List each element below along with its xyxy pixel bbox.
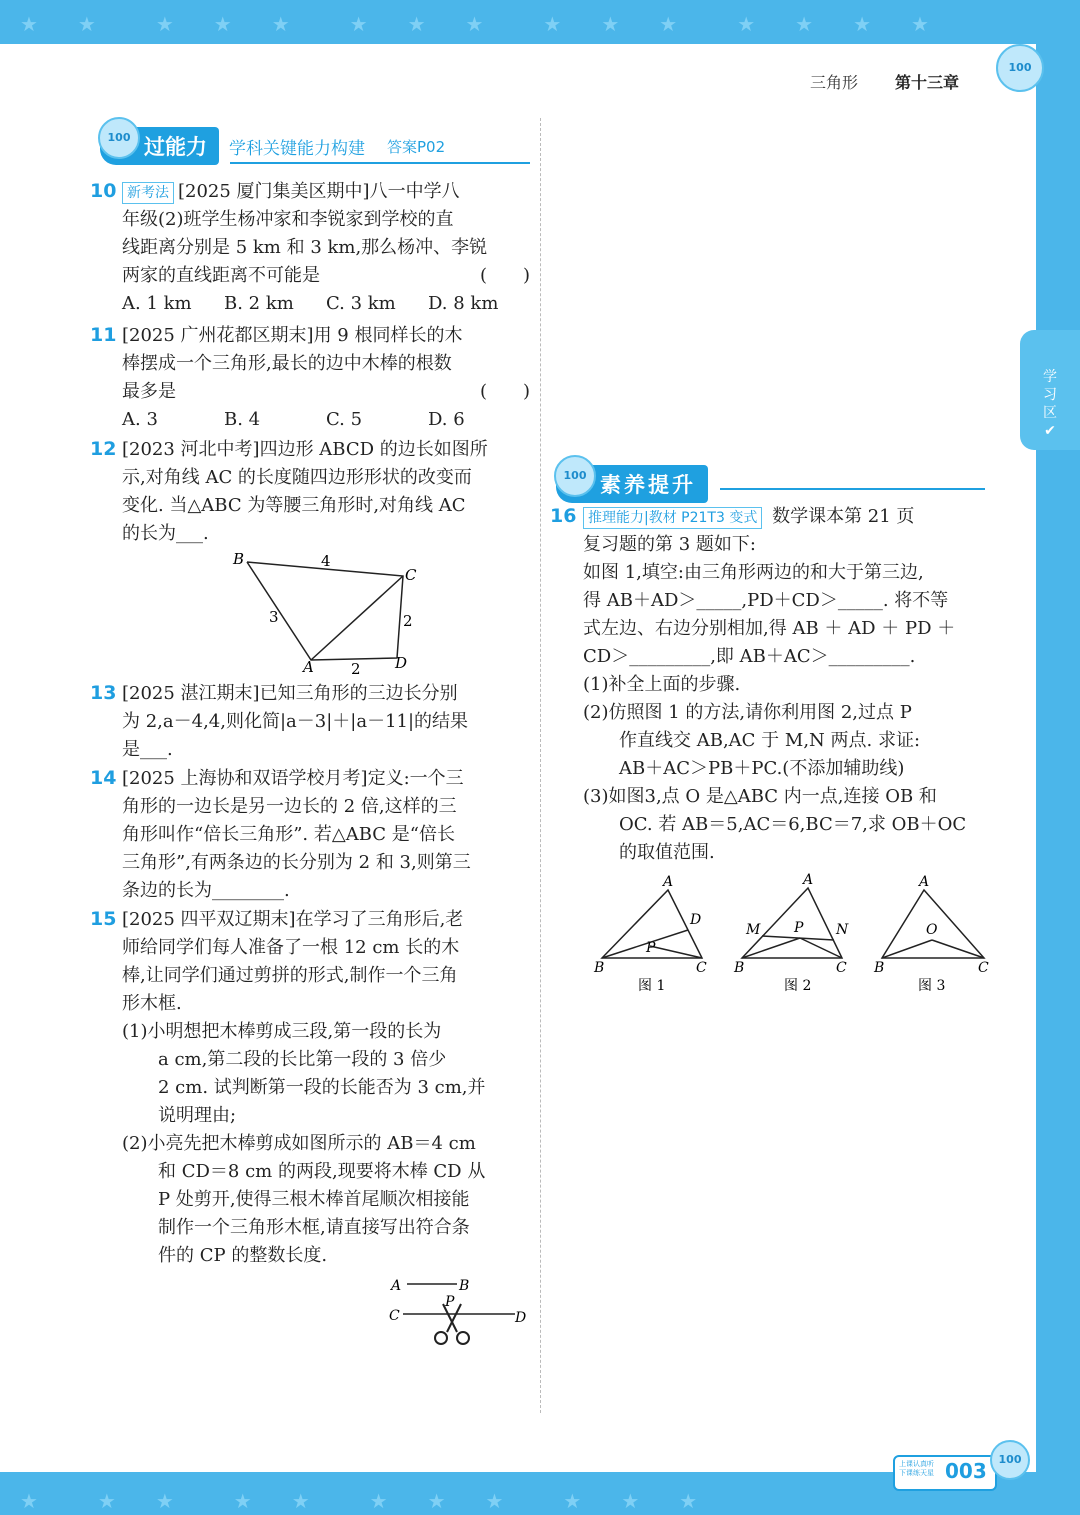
header-chapter: 第十三章 <box>895 73 960 92</box>
options <box>122 290 530 318</box>
section-banner-literacy <box>556 465 708 503</box>
banner-underline <box>720 488 985 490</box>
star-pattern-top: ★ ★ ★ ★ ★ ★ ★ ★ ★ ★ ★ ★ ★ ★ ★ <box>20 12 929 36</box>
part-1: (1)小明想把木棒剪成三段,第一段的长为 <box>122 1021 442 1042</box>
question-number-15: 15 <box>90 908 117 930</box>
section-title: 过能力 <box>100 127 219 165</box>
label-a: A <box>391 1278 402 1294</box>
label-cd: 2 <box>403 612 413 630</box>
part-2: (2)小亮先把木棒剪成如图所示的 AB＝4 cm <box>122 1133 476 1154</box>
question-number-12: 12 <box>90 438 117 460</box>
fig3-caption: 图 3 <box>918 978 946 994</box>
part-2: (2)仿照图 1 的方法,请你利用图 2,过点 P <box>583 702 912 723</box>
part-1: (1)补全上面的步骤. <box>583 674 741 695</box>
label-c: C <box>405 566 417 584</box>
fig2-label-n: N <box>836 922 849 938</box>
figure-3 <box>872 872 1002 997</box>
option-b[interactable]: B. 2 km <box>224 293 294 314</box>
question-11: [2025 广州花都区期末]用 9 根同样长的木 棒摆成一个三角形,最长的边中木棒的根数 最多是 ( ) A. 3 B. 4 C. 5 D. 6 <box>122 322 530 434</box>
column-divider <box>540 118 541 1413</box>
footer-slogan: 上课认真听 下课练天星 <box>899 1460 934 1477</box>
label-b: B <box>459 1278 470 1294</box>
option-a[interactable]: A. 3 <box>122 409 158 430</box>
fig2-caption: 图 2 <box>784 978 812 994</box>
fig3-label-a: A <box>919 874 930 890</box>
question-15: [2025 四平双辽期末]在学习了三角形后,老 师给同学们每人准备了一根 12 cm 长的木 棒,让同学们通过剪拼的形式,制作一个三角 形木框. (1)小明想把木棒剪成三段,第一段的长为 a cm,第二段的长比第一段的 3 倍少 2 cm. 试判断第一段的长能否为 3 cm,并 说明理由; (2)小亮先把木棒剪成如图所示的 AB＝4 cm 和 CD＝8 cm 的两段,现要将木棒 CD 从 P 处剪开,使得三根木棒首尾顺次相接能 制作一个三角形木框,请直接写出符合条 件的 CP 的整数长度. <box>122 906 530 1270</box>
question-10: 新考法 [2025 厦门集美区期中]八一中学八 年级(2)班学生杨冲家和李锐家到学校的直 线距离分别是 5 km 和 3 km,那么杨冲、李锐 两家的直线距离不可能是 ( ) A. 1 km B. 2 km C. 3 km D. 8 km <box>122 178 530 318</box>
fig2-label-b: B <box>734 960 745 976</box>
question-13: [2025 湛江期末]已知三角形的三边长分别 为 2,a－4,4,则化简|a－3|＋|a－11|的结果 是___. <box>122 683 469 760</box>
section-title: 素养提升 <box>556 465 708 503</box>
question-number-11: 11 <box>90 324 117 346</box>
figure-sticks-scissors <box>385 1272 535 1352</box>
side-tab-study-area[interactable] <box>1020 330 1080 450</box>
mascot-logo-icon: 100 <box>996 44 1044 92</box>
answer-paren: ( ) <box>479 381 530 402</box>
fig3-label-b: B <box>874 960 885 976</box>
scissors-icon <box>435 1304 469 1344</box>
label-d: D <box>515 1310 527 1326</box>
options <box>122 406 530 434</box>
figure-1 <box>590 872 720 997</box>
side-tab-label: 学习区 <box>1043 369 1057 421</box>
fig1-label-c: C <box>696 960 707 976</box>
question-number-16: 16 <box>550 505 577 527</box>
option-d[interactable]: D. 6 <box>428 409 465 430</box>
diagonal-ac <box>311 576 403 660</box>
fig3-label-o: O <box>926 922 938 938</box>
question-number-14: 14 <box>90 767 117 789</box>
fig1-label-a: A <box>663 874 674 890</box>
question-number-10: 10 <box>90 180 117 202</box>
figure-quadrilateral-abcd <box>225 548 425 678</box>
answer-paren: ( ) <box>479 265 530 286</box>
mascot-icon: 100 <box>554 455 596 497</box>
option-c[interactable]: C. 3 km <box>326 293 396 314</box>
figure-2 <box>732 872 862 997</box>
fig3-label-c: C <box>978 960 989 976</box>
fig1-caption: 图 1 <box>638 978 666 994</box>
star-pattern-bottom: ★ ★ ★ ★ ★ ★ ★ ★ ★ ★ ★ <box>20 1489 698 1513</box>
question-16: 推理能力|教材 P21T3 变式 数学课本第 21 页 复习题的第 3 题如下: 如图 1,填空:由三角形两边的和大于第三边, 得 AB＋AD＞_____,PD＋CD＞_____. 将不等 式左边、右边分别相加,得 AB ＋ AD ＋ PD ＋ CD＞_________,即 AB＋AC＞_________. (1)补全上面的步骤. (2)仿照图 1 的方法,请你利用图 2,过点 P 作直线交 AB,AC 于 M,N 两点. 求证: AB＋AC＞PB＋PC.(不添加辅助线) (3)如图3,点 O 是△ABC 内一点,连接 OB 和 OC. 若 AB＝5,AC＝6,BC＝7,求 OB＋OC 的取值范围. <box>583 503 993 867</box>
fig2-label-p: P <box>794 920 804 936</box>
label-ab: 3 <box>269 608 279 626</box>
check-icon: ✔ <box>1044 423 1056 439</box>
fig2-label-a: A <box>803 872 814 888</box>
mascot-footer-icon: 100 <box>990 1440 1030 1480</box>
label-b: B <box>233 550 245 568</box>
section-banner-ability <box>100 127 445 165</box>
section-subtitle: 学科关键能力构建 <box>229 138 365 159</box>
page-number: 003 <box>945 1459 987 1483</box>
mascot-icon: 100 <box>98 117 140 159</box>
fig1-label-p: P <box>646 940 656 956</box>
page-number-box <box>893 1455 997 1491</box>
label-bc: 4 <box>321 552 331 570</box>
question-number-13: 13 <box>90 682 117 704</box>
tag-new-method: 新考法 <box>122 182 174 204</box>
label-p: P <box>445 1294 455 1310</box>
banner-underline <box>230 162 530 164</box>
label-c: C <box>389 1308 400 1324</box>
label-d: D <box>395 654 408 672</box>
part-3: (3)如图3,点 O 是△ABC 内一点,连接 OB 和 <box>583 786 937 807</box>
question-14: [2025 上海协和双语学校月考]定义:一个三 角形的一边长是另一边长的 2 倍,这样的三 角形叫作“倍长三角形”. 若△ABC 是“倍长 三角形”,有两条边的长分别为 2 和 3,则第三 条边的长为________. <box>122 768 471 901</box>
option-d[interactable]: D. 8 km <box>428 293 499 314</box>
fig1-label-b: B <box>594 960 605 976</box>
fig1-label-d: D <box>690 912 702 928</box>
option-b[interactable]: B. 4 <box>224 409 261 430</box>
label-ad: 2 <box>351 660 361 678</box>
header-subject: 三角形 <box>810 73 859 92</box>
option-a[interactable]: A. 1 km <box>122 293 192 314</box>
option-c[interactable]: C. 5 <box>326 409 363 430</box>
fig2-label-m: M <box>746 922 761 938</box>
answer-reference: 答案P02 <box>387 137 446 156</box>
question-12: [2023 河北中考]四边形 ABCD 的边长如图所 示,对角线 AC 的长度随四边形形状的改变而 变化. 当△ABC 为等腰三角形时,对角线 AC 的长为___. <box>122 439 488 544</box>
fig2-label-c: C <box>836 960 847 976</box>
tag-reasoning: 推理能力|教材 P21T3 变式 <box>583 507 762 529</box>
label-a: A <box>303 658 314 676</box>
